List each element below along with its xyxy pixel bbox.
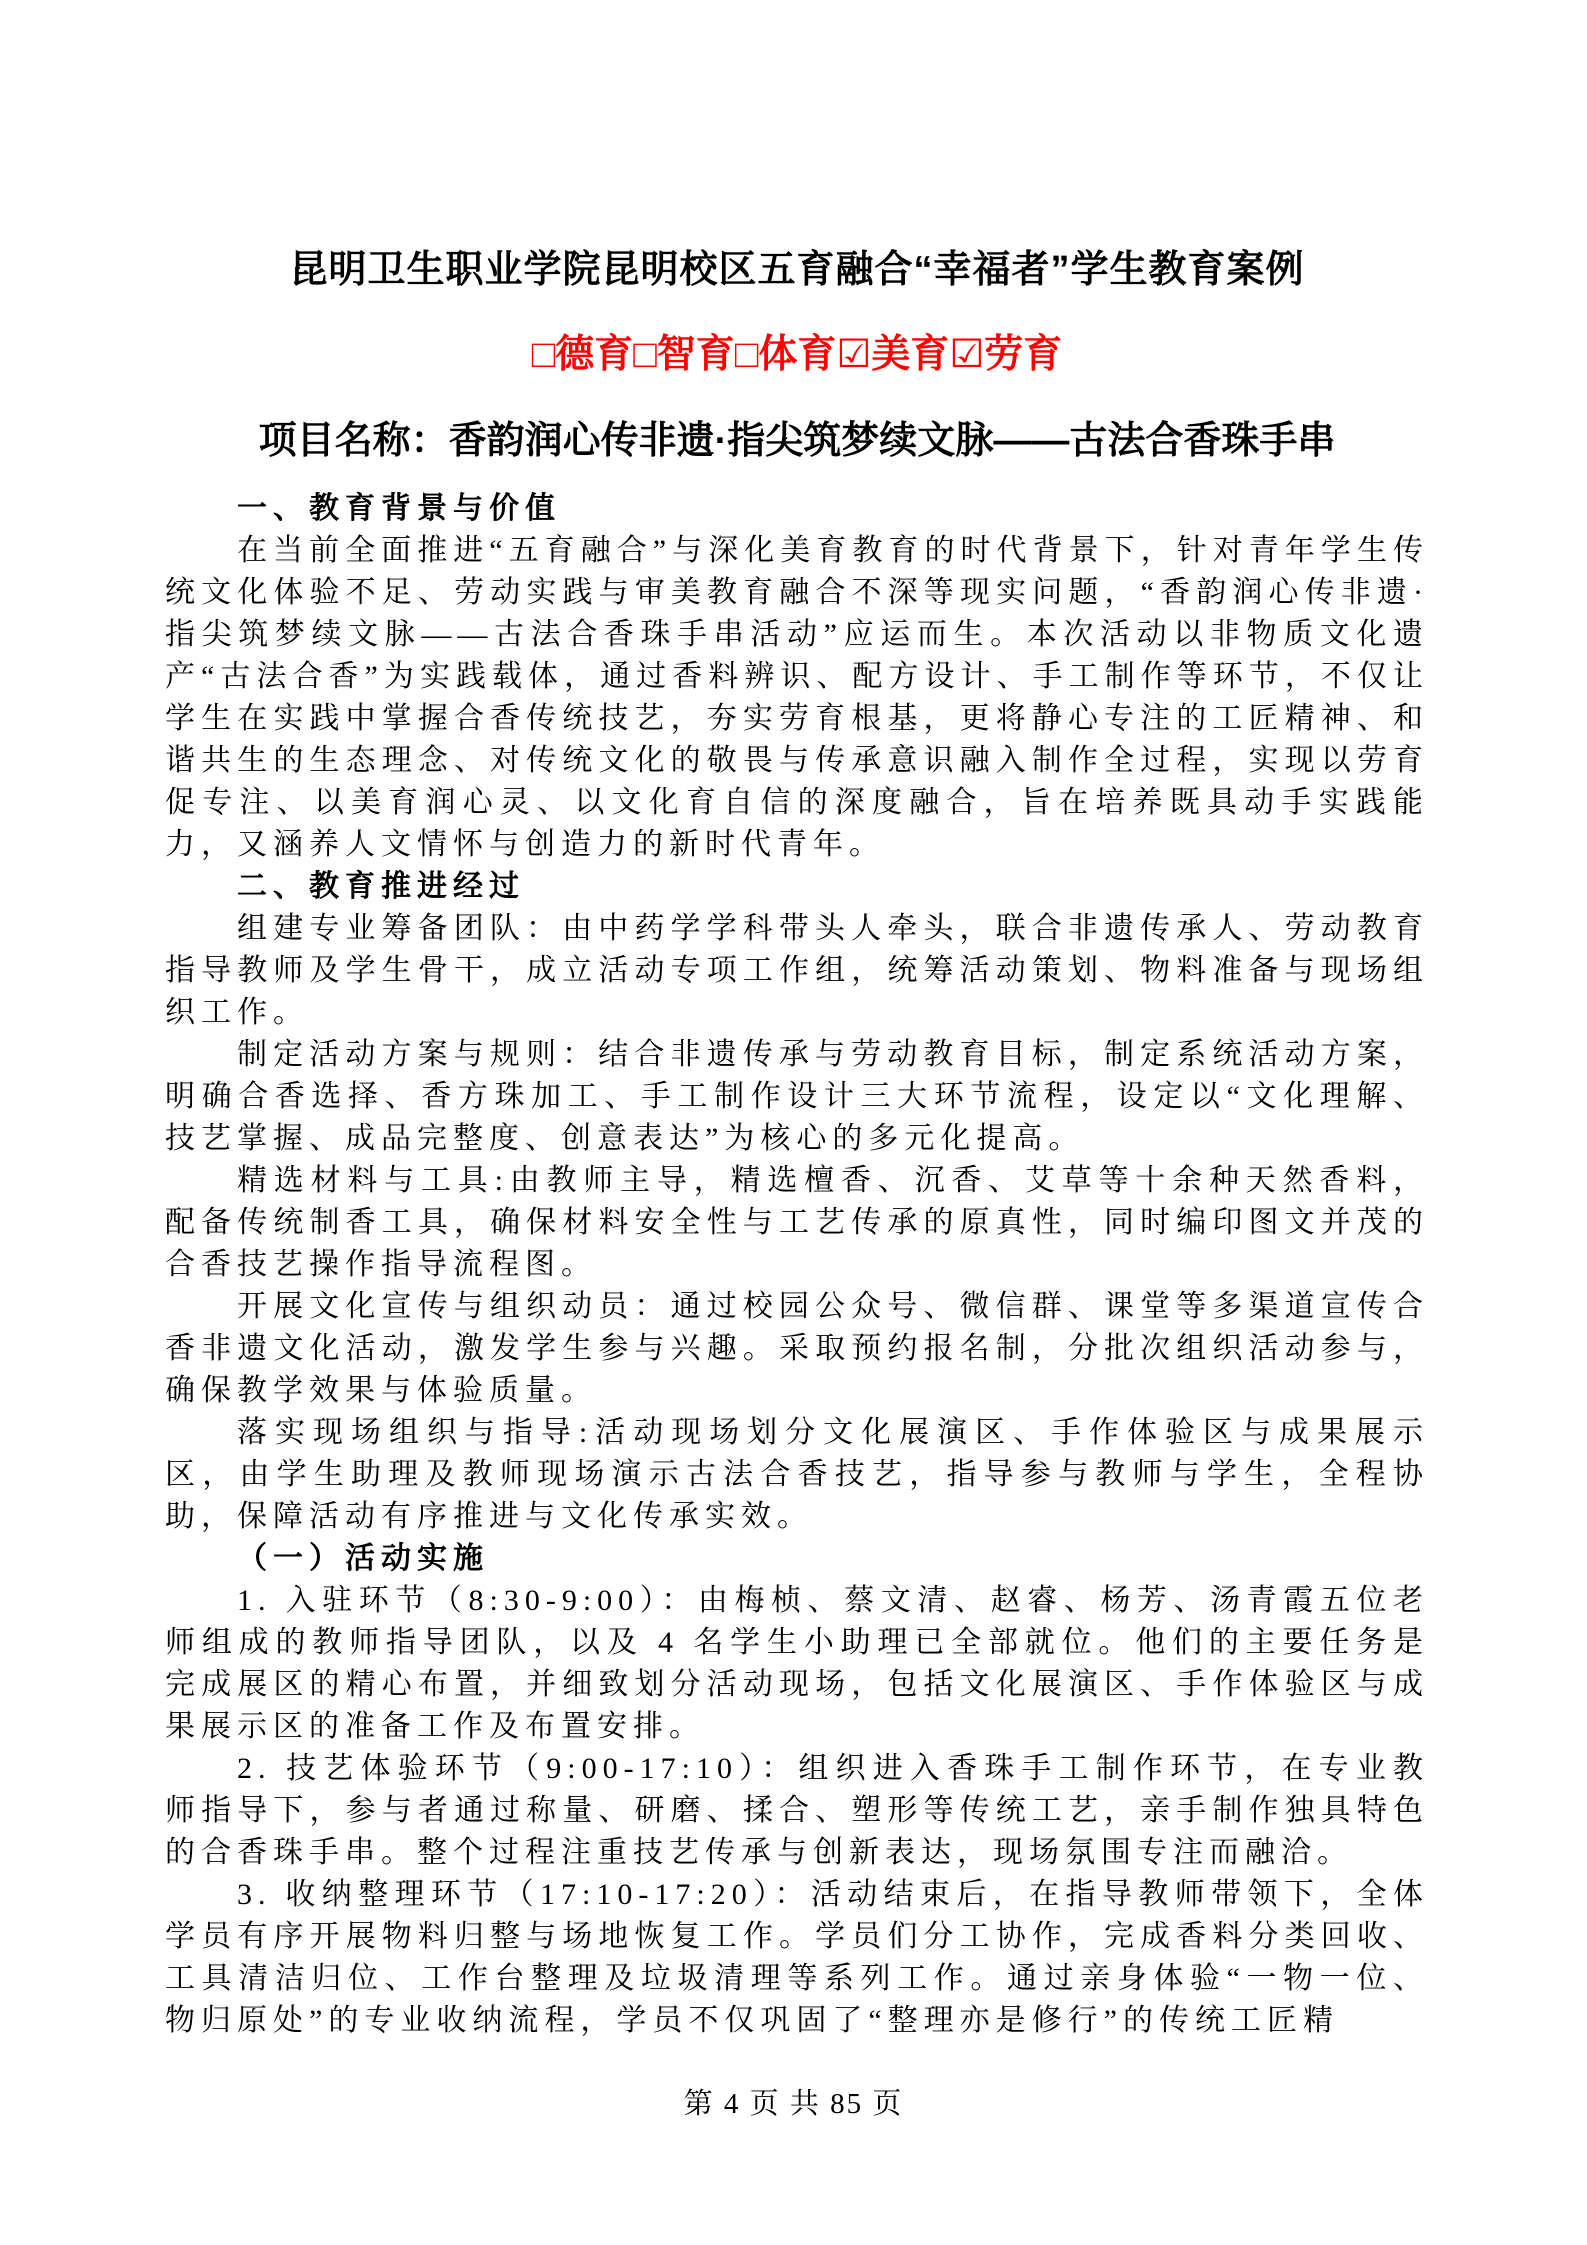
paragraph-step1-checkin: 1. 入驻环节（8:30-9:00）：由梅桢、蔡文清、赵睿、杨芳、汤青霞五位老师组成的教师指导团队，以及 4 名学生小助理已全部就位。他们的主要任务是完成展区的精心布置，并细致划分活动现场，包括文化展演区、手作体验区与成果展示区的准备工作及布置安排。 <box>165 1584 1429 1743</box>
section-1-heading: 一、教育背景与价值 <box>237 492 561 525</box>
category-aesthetic-edu-checkbox: ☑美育 <box>836 333 950 376</box>
category-intellectual-edu-checkbox: □智育 <box>633 333 735 376</box>
paragraph-onsite-organization: 落实现场组织与指导:活动现场划分文化展演区、手作体验区与成果展示区，由学生助理及教师现场演示古法合香技艺，指导参与教师与学生，全程协助，保障活动有序推进与文化传承实效。 <box>165 1416 1429 1533</box>
education-category-checkboxes <box>165 330 1429 380</box>
paragraph-background-value: 在当前全面推进“五育融合”与深化美育教育的时代背景下，针对青年学生传统文化体验不足、劳动实践与审美教育融合不深等现实问题，“香韵润心传非遗·指尖筑梦续文脉——古法合香珠手串活动”应运而生。本次活动以非物质文化遗产“古法合香”为实践载体，通过香料辨识、配方设计、手工制作等环节，不仅让学生在实践中掌握合香传统技艺，夯实劳育根基，更将静心专注的工匠精神、和谐共生的生态理念、对传统文化的敬畏与传承意识融入制作全过程，实现以劳育促专注、以美育润心灵、以文化育自信的深度融合，旨在培养既具动手实践能力，又涵养人文情怀与创造力的新时代青年。 <box>165 534 1429 861</box>
paragraph-publicity-mobilization: 开展文化宣传与组织动员：通过校园公众号、微信群、课堂等多渠道宣传合香非遗文化活动，激发学生参与兴趣。采取预约报名制，分批次组织活动参与，确保教学效果与体验质量。 <box>165 1290 1429 1407</box>
category-labor-edu-checkbox: ☑劳育 <box>949 333 1063 376</box>
subsection-1-heading: （一）活动实施 <box>237 1542 489 1575</box>
category-physical-edu-checkbox: □体育 <box>734 333 837 376</box>
project-name-heading: 项目名称：香韵润心传非遗·指尖筑梦续文脉——古法合香珠手串 <box>258 420 1336 462</box>
paragraph-step2-craft-experience: 2. 技艺体验环节（9:00-17:10）：组织进入香珠手工制作环节，在专业教师指导下，参与者通过称量、研磨、揉合、塑形等传统工艺，亲手制作独具特色的合香珠手串。整个过程注重技艺传承与创新表达，现场氛围专注而融洽。 <box>165 1752 1429 1869</box>
page-number-indicator: 第 4 页 共 85 页 <box>683 2088 904 2120</box>
paragraph-activity-plan: 制定活动方案与规则：结合非遗传承与劳动教育目标，制定系统活动方案，明确合香选择、香方珠加工、手工制作设计三大环节流程，设定以“文化理解、技艺掌握、成品完整度、创意表达”为核心的多元化提高。 <box>165 1038 1429 1155</box>
paragraph-step3-tidy-up: 3. 收纳整理环节（17:10-17:20）：活动结束后，在指导教师带领下，全体学员有序开展物料归整与场地恢复工作。学员们分工协作，完成香料分类回收、工具清洁归位、工作台整理及垃圾清理等系列工作。通过亲身体验“一物一位、物归原处”的专业收纳流程，学员不仅巩固了“整理亦是修行”的传统工匠精 <box>165 1878 1429 2037</box>
paragraph-team-building: 组建专业筹备团队：由中药学学科带头人牵头，联合非遗传承人、劳动教育指导教师及学生骨干，成立活动专项工作组，统筹活动策划、物料准备与现场组织工作。 <box>165 912 1429 1029</box>
paragraph-materials-tools: 精选材料与工具:由教师主导，精选檀香、沉香、艾草等十余种天然香料，配备传统制香工具，确保材料安全性与工艺传承的原真性，同时编印图文并茂的合香技艺操作指导流程图。 <box>165 1164 1429 1281</box>
section-2-heading: 二、教育推进经过 <box>237 870 525 903</box>
category-moral-edu-checkbox: □德育 <box>531 333 634 376</box>
document-title: 昆明卫生职业学院昆明校区五育融合“幸福者”学生教育案例 <box>289 249 1305 291</box>
document-content <box>165 246 1429 2042</box>
